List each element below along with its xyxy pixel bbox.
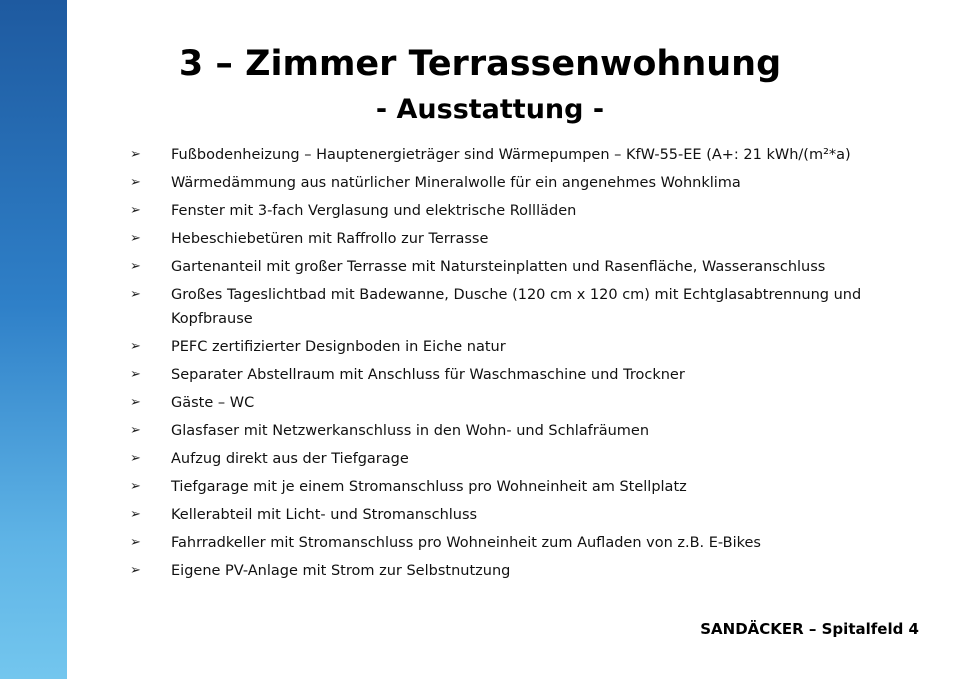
feature-text: PEFC zertifizierter Designboden in Eiche natur: [171, 339, 506, 355]
feature-item: [0, 281, 891, 333]
feature-text: Fenster mit 3-fach Verglasung und elektrische Rollläden: [171, 203, 577, 219]
feature-item: [0, 501, 891, 529]
arrow-bullet-icon: ➢: [130, 563, 141, 578]
page-title: 3 – Zimmer Terrassenwohnung: [178, 44, 782, 84]
arrow-bullet-icon: ➢: [130, 507, 141, 522]
feature-item: [0, 333, 891, 361]
arrow-bullet-icon: ➢: [130, 339, 141, 354]
feature-item: [0, 141, 891, 169]
feature-text: Glasfaser mit Netzwerkanschluss in den Wohn- und Schlafräumen: [171, 423, 650, 439]
feature-item: [0, 197, 891, 225]
arrow-bullet-icon: ➢: [130, 175, 141, 190]
feature-text: Aufzug direkt aus der Tiefgarage: [171, 451, 409, 467]
footer-project-name: SANDÄCKER – Spitalfeld 4: [700, 620, 919, 638]
arrow-bullet-icon: ➢: [130, 395, 141, 410]
feature-item: [0, 445, 891, 473]
page-subtitle: - Ausstattung -: [375, 94, 605, 125]
arrow-bullet-icon: ➢: [130, 423, 141, 438]
feature-item: [0, 529, 891, 557]
arrow-bullet-icon: ➢: [130, 231, 141, 246]
feature-item: [0, 225, 891, 253]
feature-item: [0, 361, 891, 389]
feature-text: Großes Tageslichtbad mit Badewanne, Dusche (120 cm x 120 cm) mit Echtglasabtrennung und Kopfbrause: [171, 287, 862, 327]
feature-text: Kellerabteil mit Licht- und Stromanschluss: [171, 507, 478, 523]
arrow-bullet-icon: ➢: [130, 535, 141, 550]
feature-item: [0, 169, 891, 197]
arrow-bullet-icon: ➢: [130, 203, 141, 218]
feature-text: Fahrradkeller mit Stromanschluss pro Wohneinheit zum Aufladen von z.B. E-Bikes: [171, 535, 761, 551]
feature-text: Gäste – WC: [171, 395, 255, 411]
feature-text: Tiefgarage mit je einem Stromanschluss pro Wohneinheit am Stellplatz: [171, 479, 687, 495]
feature-item: [0, 473, 891, 501]
arrow-bullet-icon: ➢: [130, 367, 141, 382]
arrow-bullet-icon: ➢: [130, 479, 141, 494]
feature-text: Gartenanteil mit großer Terrasse mit Natursteinplatten und Rasenfläche, Wasseranschluss: [171, 259, 826, 275]
arrow-bullet-icon: ➢: [130, 451, 141, 466]
feature-text: Eigene PV-Anlage mit Strom zur Selbstnutzung: [171, 563, 511, 579]
feature-item: [0, 389, 891, 417]
arrow-bullet-icon: ➢: [130, 287, 141, 302]
feature-item: [0, 557, 891, 585]
feature-item: [0, 253, 891, 281]
feature-text: Fußbodenheizung – Hauptenergieträger sind Wärmepumpen – KfW-55-EE (A+: 21 kWh/(m²*a): [171, 147, 851, 163]
feature-text: Hebeschiebetüren mit Raffrollo zur Terrasse: [171, 231, 489, 247]
arrow-bullet-icon: ➢: [130, 147, 141, 162]
feature-text: Wärmedämmung aus natürlicher Mineralwolle für ein angenehmes Wohnklima: [171, 175, 741, 191]
feature-item: [0, 417, 891, 445]
feature-list: [0, 141, 960, 585]
feature-text: Separater Abstellraum mit Anschluss für Waschmaschine und Trockner: [171, 367, 685, 383]
arrow-bullet-icon: ➢: [130, 259, 141, 274]
